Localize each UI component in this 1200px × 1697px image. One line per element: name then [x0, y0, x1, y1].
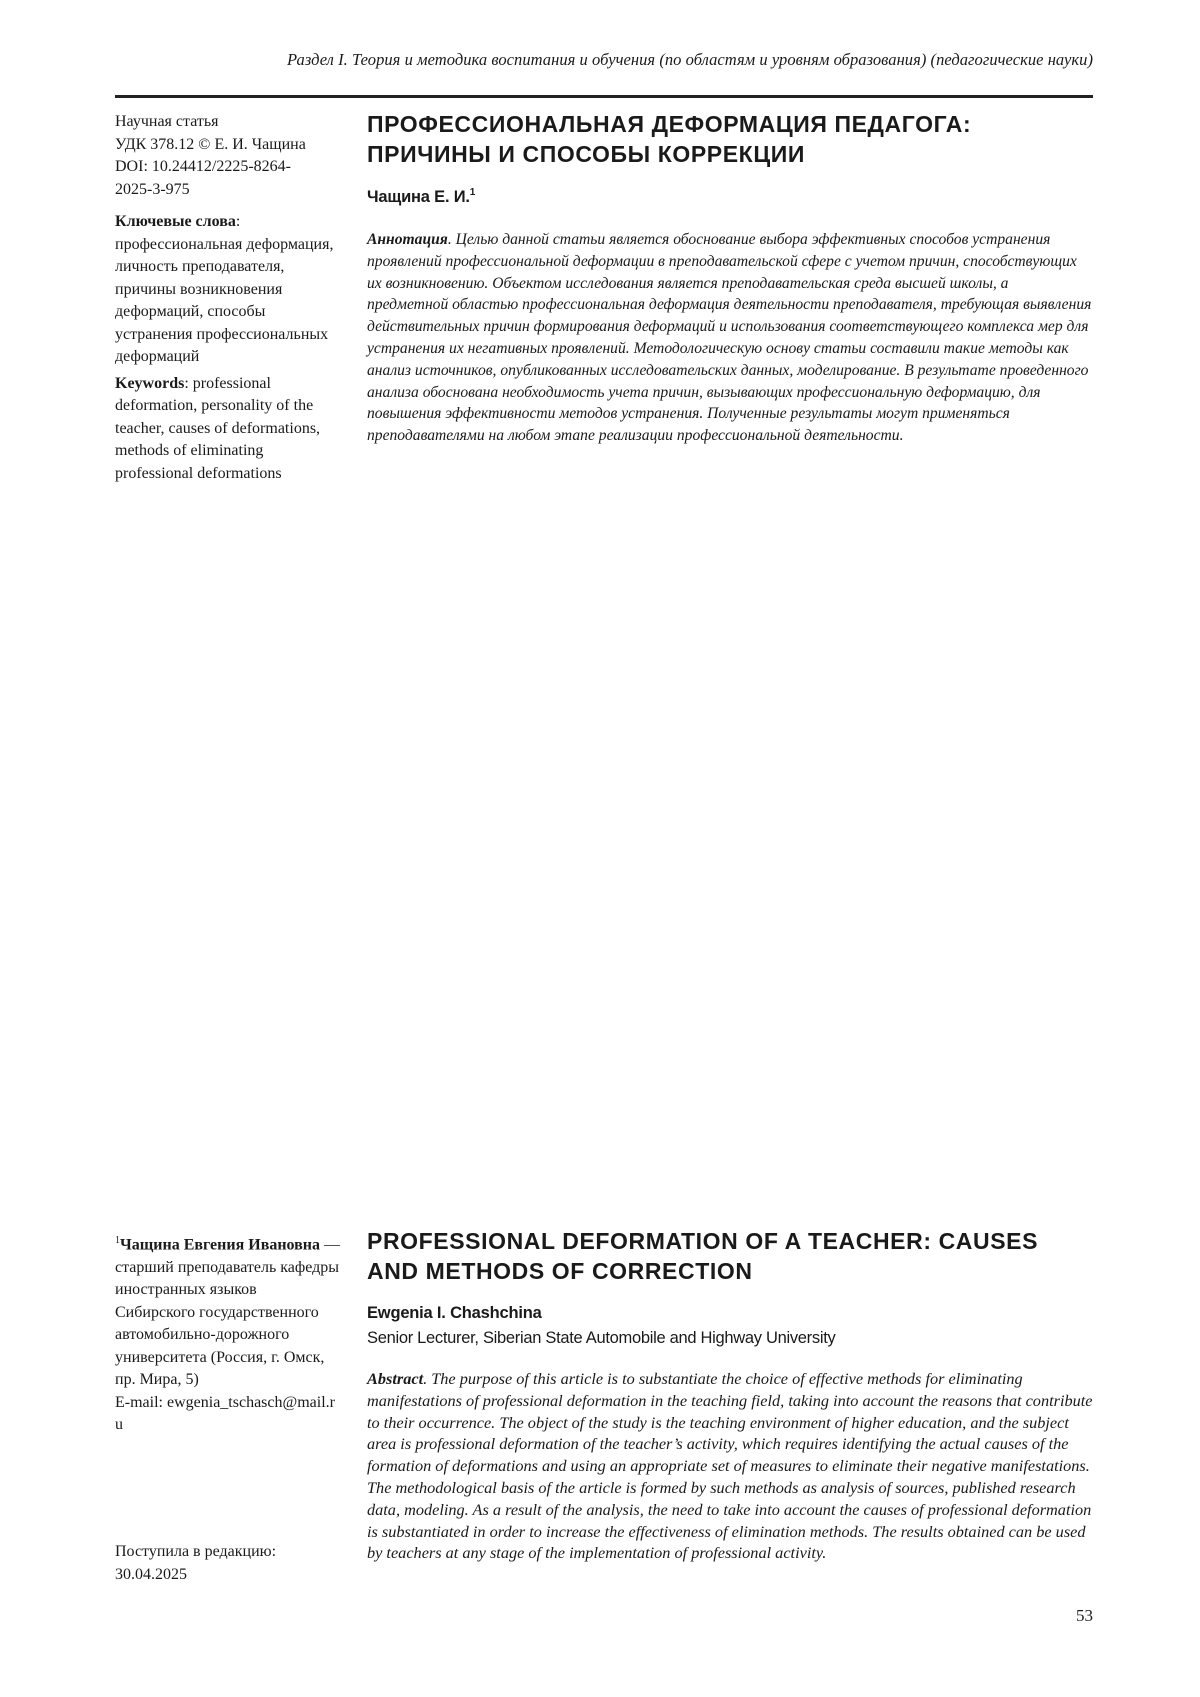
udc-line: УДК 378.12 © Е. И. Чащина	[115, 134, 340, 157]
abstract-en	[367, 1368, 1093, 1564]
author-footnote-mark: 1	[115, 1235, 120, 1246]
sidebar-author-info	[115, 1230, 340, 1437]
author-ru-name: Чащина Е. И.	[367, 188, 470, 206]
abstract-ru-label: Аннотация	[367, 231, 448, 248]
abstract-en-text: . The purpose of this article is to substantiate the choice of effective methods for eliminating manifestations of professional deformation in the teaching field, taking into account the reasons that contribute to their occurrence. The object of the study is the teaching environment of higher education, and the subject area is professional deformation of the teacher’s activity, which requires identifying the actual causes of the formation of deformations and using an appropriate set of measures to eliminate their negative manifestations. The methodological basis of the article is formed by such methods as analysis of sources, published research data, modeling. As a result of the analysis, the need to take into account the causes of professional deformation is substantiated in order to increase the effectiveness of elimination methods. The results obtained can be used by teachers at any stage of the implementation of professional activity.	[367, 1369, 1093, 1562]
author-affiliation-en: Senior Lecturer, Siberian State Automobile and Highway University	[367, 1329, 1093, 1348]
author-position: — старший преподаватель кафедры иностранных языков Сибирского государственного автомобильно-дорожного университета (Россия, г. Омск, пр. Мира, 5)	[115, 1236, 340, 1388]
abstract-ru-text: . Целью данной статьи является обоснование выбора эффективных способов устранения проявлений профессиональной деформации в преподавательской сфере с учетом причин, способствующих их возникновению. Объектом исследования является преподавательская среда высшей школы, а предметной областью профессиональная деформация деятельности преподавателя, требующая выявления действительных причин формирования деформаций и использования соответствующего комплекса мер для устранения их негативных проявлений. Методологическую основу статьи составили такие методы как анализ источников, опубликованных исследовательских данных, моделирование. В результате проведенного анализа обоснована необходимость учета причин, вызывающих профессиональную деформацию, для повышения эффективности методов устранения. Полученные результаты могут применяться преподавателями на любом этапе реализации профессиональной деятельности.	[367, 231, 1091, 444]
sidebar-metadata	[115, 111, 340, 485]
received-date-block	[115, 1541, 340, 1586]
article-ru	[367, 109, 1093, 447]
doi-line-2[interactable]: 2025-3-975	[115, 179, 340, 202]
author-email[interactable]: E-mail: ewgenia_tschasch@mail.ru	[115, 1392, 340, 1437]
author-ru	[367, 187, 1093, 207]
article-title-en: PROFESSIONAL DEFORMATION OF A TEACHER: CAUSES AND METHODS OF CORRECTION	[367, 1226, 1093, 1286]
author-full-name: Чащина Евгения Ивановна	[120, 1236, 320, 1253]
keywords-en-text: : professional deformation, personality of the teacher, causes of deformations, methods of eliminating professional deformations	[115, 375, 320, 482]
doi-line-1[interactable]: DOI: 10.24412/2225-8264-	[115, 156, 340, 179]
abstract-ru	[367, 229, 1093, 447]
author-bio	[115, 1230, 340, 1392]
page-number: 53	[1060, 1606, 1093, 1626]
article-type: Научная статья	[115, 111, 340, 134]
received-label: Поступила в редакцию:	[115, 1541, 340, 1564]
author-ru-footnote-mark: 1	[470, 187, 475, 198]
received-date: 30.04.2025	[115, 1564, 340, 1587]
running-header: Раздел I. Теория и методика воспитания и обучения (по областям и уровням образования) (педагогические науки)	[115, 50, 1093, 70]
header-rule	[115, 95, 1093, 98]
keywords-en-label: Keywords	[115, 375, 184, 392]
author-en: Ewgenia I. Chashchina	[367, 1304, 1093, 1323]
abstract-en-label: Abstract	[367, 1369, 423, 1388]
keywords-ru	[115, 211, 340, 369]
article-en	[367, 1226, 1093, 1564]
article-title-ru: ПРОФЕССИОНАЛЬНАЯ ДЕФОРМАЦИЯ ПЕДАГОГА: ПРИЧИНЫ И СПОСОБЫ КОРРЕКЦИИ	[367, 109, 1093, 169]
keywords-ru-label: Ключевые слова	[115, 213, 236, 230]
keywords-en	[115, 373, 340, 486]
keywords-ru-text: : профессиональная деформация, личность преподавателя, причины возникновения деформаций, способы устранения профессиональных деформаций	[115, 213, 333, 365]
